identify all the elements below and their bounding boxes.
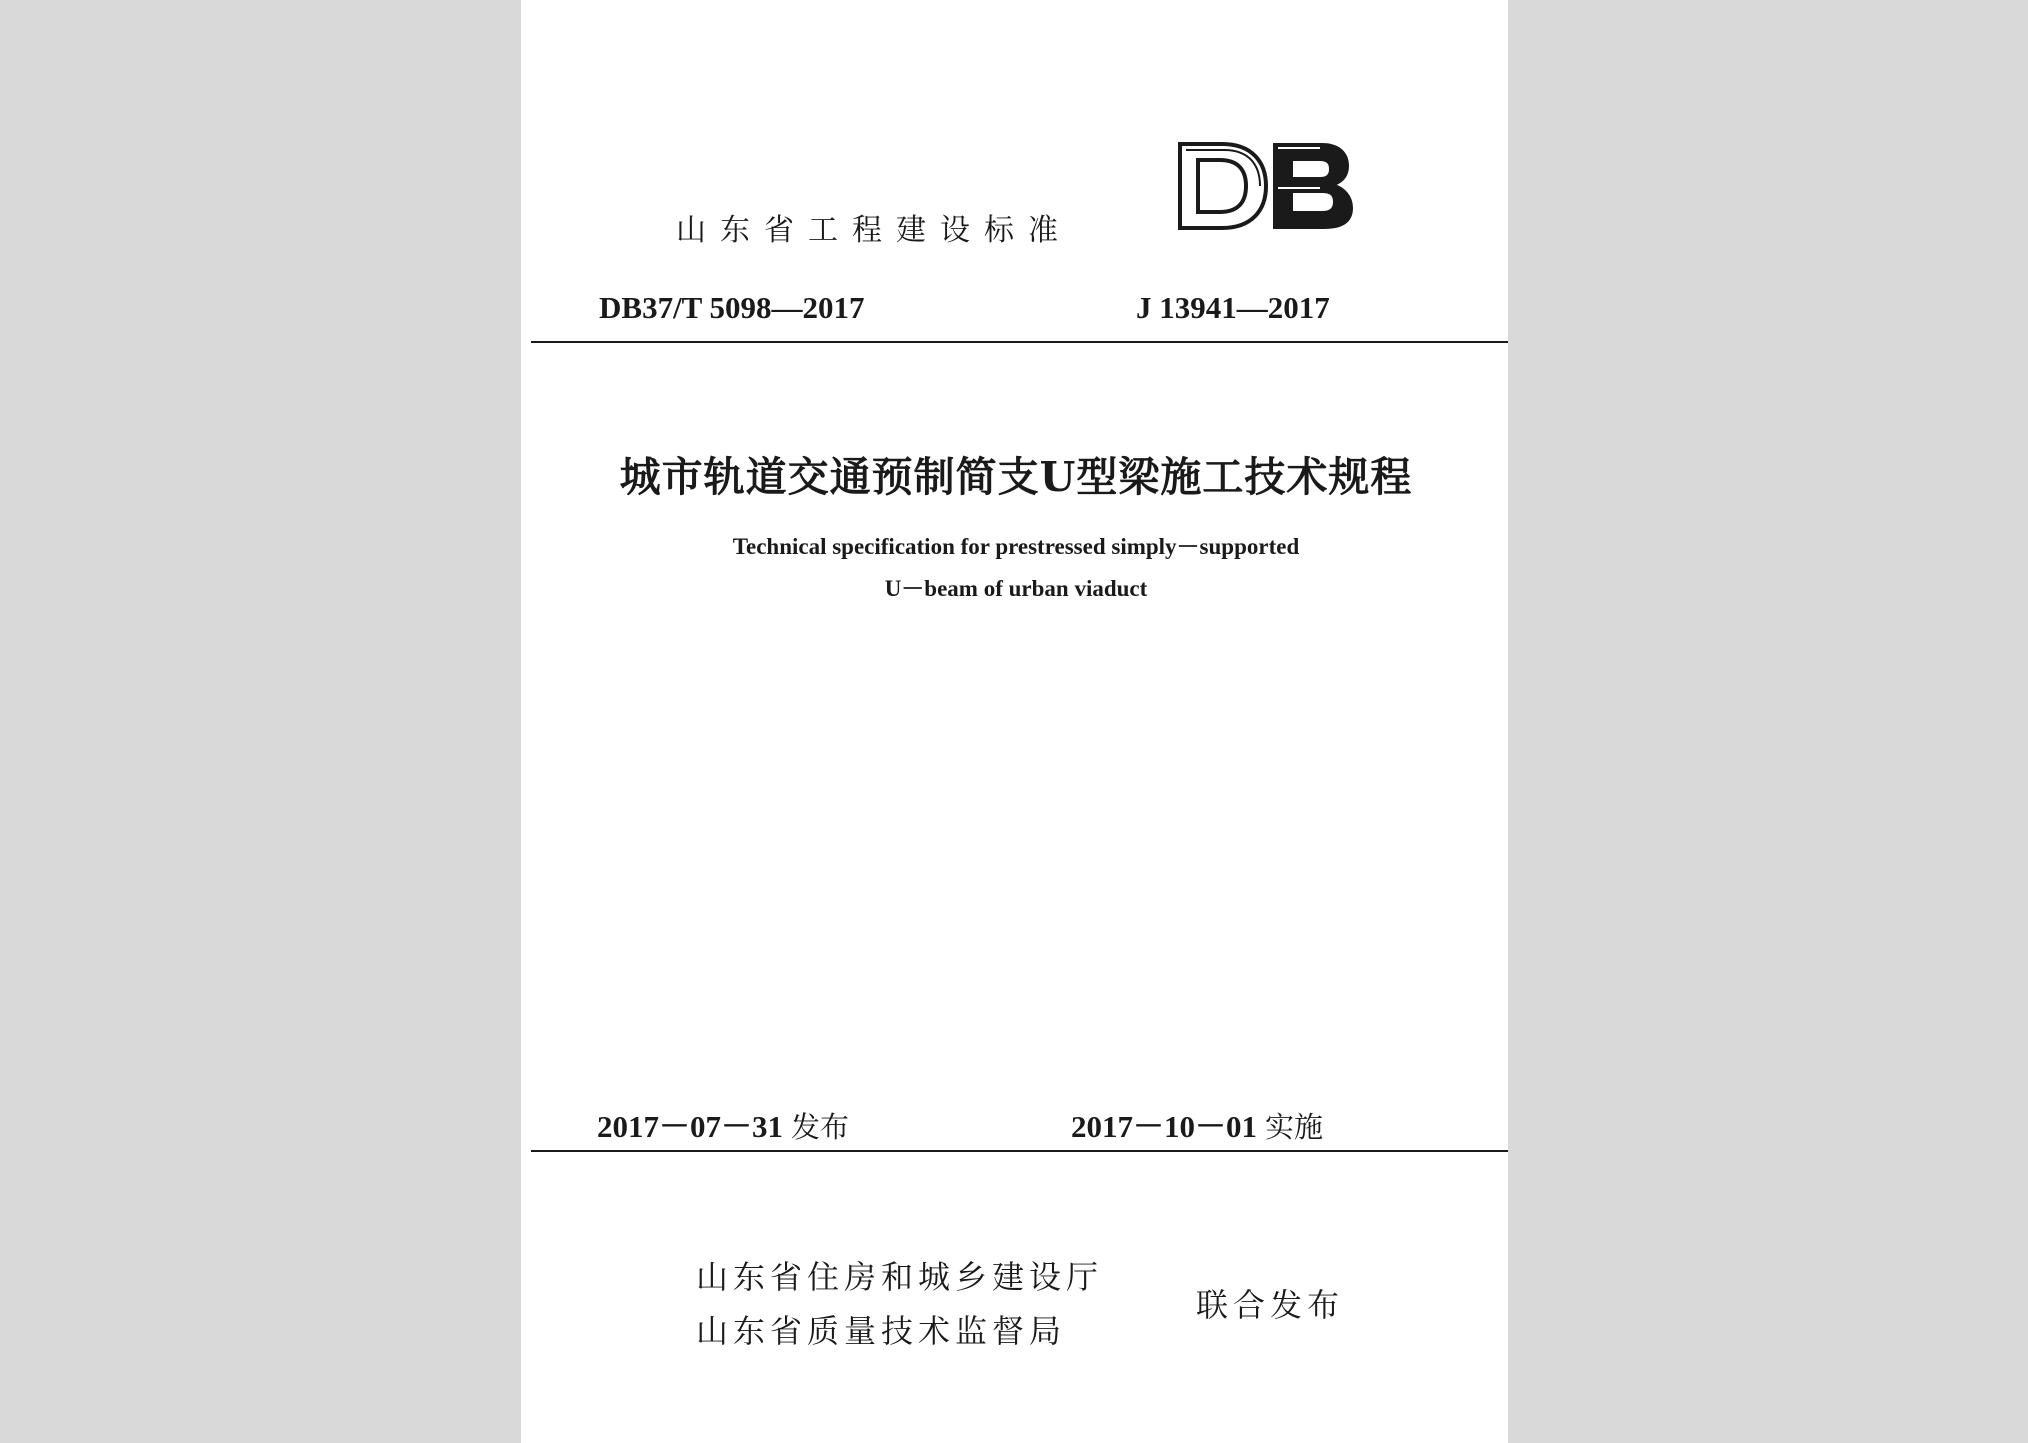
title-english-line-1: Technical specification for prestressed simply－supported xyxy=(732,534,1300,559)
effective-date: 2017－10－01 xyxy=(1071,1109,1257,1144)
title-chinese: 城市轨道交通预制简支U型梁施工技术规程 xyxy=(619,453,1413,501)
db-logo xyxy=(1176,140,1356,232)
effective-label: 实施 xyxy=(1265,1110,1324,1144)
standard-code: DB37/T 5098—2017 xyxy=(599,290,865,325)
issue-date-line xyxy=(597,1101,849,1146)
bottom-divider xyxy=(531,1150,1508,1152)
joint-publication-label: 联合发布 xyxy=(1196,1286,1345,1324)
issue-label: 发布 xyxy=(791,1110,850,1144)
document-page xyxy=(521,0,1508,1443)
top-divider xyxy=(531,341,1508,343)
standard-type: 山东省工程建设标准 xyxy=(676,213,1072,248)
publisher-1: 山东省住房和城乡建设厅 xyxy=(696,1258,1104,1296)
publisher-2: 山东省质量技术监督局 xyxy=(696,1312,1067,1350)
effective-date-line xyxy=(1071,1101,1323,1146)
title-english-line-2: U－beam of urban viaduct xyxy=(884,576,1148,601)
record-number: J 13941—2017 xyxy=(1136,290,1330,325)
issue-date: 2017－07－31 xyxy=(597,1109,783,1144)
